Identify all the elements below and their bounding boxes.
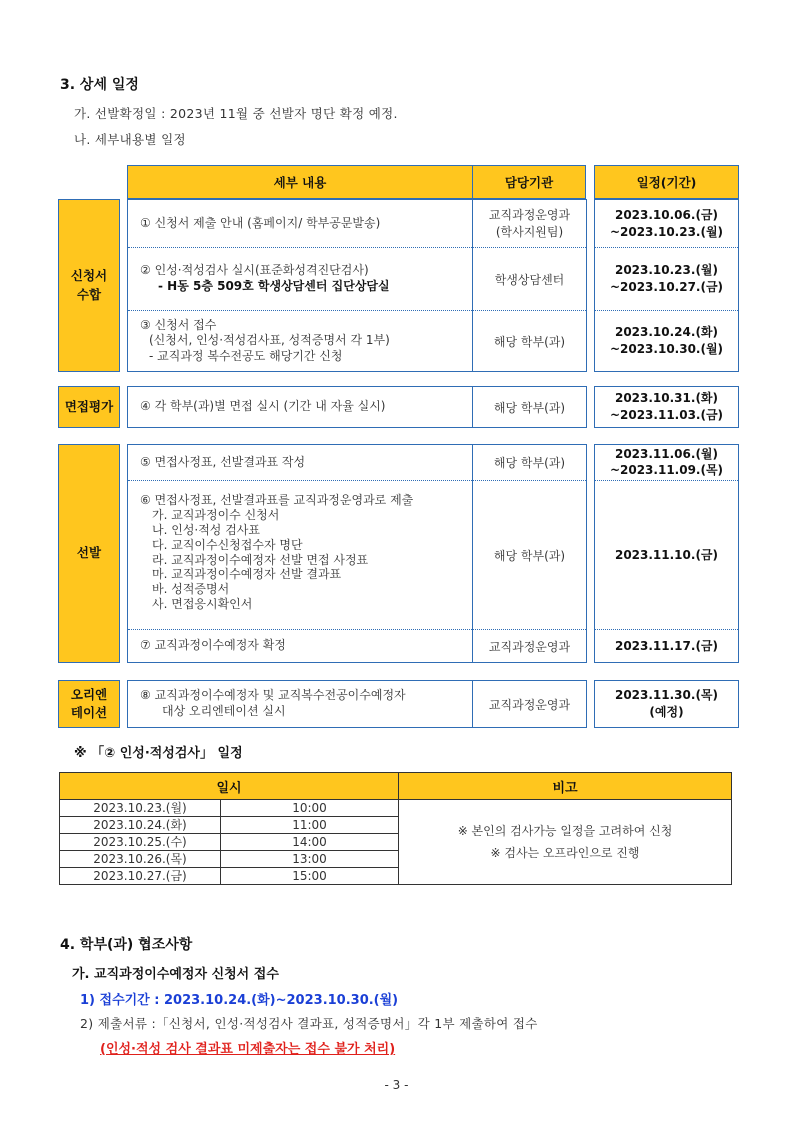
- detail-schedule-line: 나. 세부내용별 일정: [74, 132, 186, 147]
- table-row: 2023.10.26.(목) 13:00: [60, 851, 732, 868]
- group-apply-label: 신청서 수합: [58, 199, 120, 372]
- row-7-agency: 교직과정운영과: [488, 639, 571, 654]
- schedule-row-6: ⑥ 면접사정표, 선발결과표를 교직과정운영과로 제출 가. 교직과정이수 신청서 나. 인성·적성 검사표 다. 교직이수신청접수자 명단 라. 교직과정이수예정자 선발 면접 사정표 마. 교직과정이수예정자 선발 결과표 바. 성적증명서 사. 면접응시확인서: [140, 493, 414, 612]
- row-7-date: 2023.11.17.(금): [614, 638, 719, 653]
- row-5-date: 2023.11.06.(월) ~2023.11.09.(목): [609, 446, 724, 477]
- table-row: 2023.10.25.(수) 14:00: [60, 834, 732, 851]
- row-3-agency: 해당 학부(과): [493, 334, 566, 349]
- row-1-agency: 교직과정운영과 (학사지원팀): [488, 208, 571, 239]
- exam-schedule-table: [59, 772, 732, 885]
- schedule-row-8: ⑧ 교직과정이수예정자 및 교직복수전공이수예정자 대상 오리엔테이션 실시: [140, 688, 406, 718]
- page-number: - 3 -: [384, 1078, 409, 1092]
- row-5-agency: 해당 학부(과): [493, 456, 566, 470]
- schedule-row-5: ⑤ 면접사정표, 선발결과표 작성: [140, 454, 306, 469]
- row-8-agency: 교직과정운영과: [488, 697, 571, 712]
- row-2-agency: 학생상담센터: [494, 272, 565, 287]
- row-6-item: 바. 성적증명서: [152, 582, 230, 597]
- group-interview-label: 면접평가: [58, 386, 120, 428]
- row-6-item: 마. 교직과정이수예정자 선발 결과표: [152, 567, 342, 582]
- header-period: 일정(기간): [594, 165, 739, 199]
- warning-note: (인성·적성 검사 결과표 미제출자는 접수 불가 처리): [100, 1042, 396, 1057]
- exam-header-datetime: 일시: [60, 773, 399, 800]
- row-6-agency: 해당 학부(과): [493, 548, 566, 563]
- schedule-row-7: ⑦ 교직과정이수예정자 확정: [140, 638, 286, 653]
- table-row: 2023.10.24.(화) 11:00: [60, 817, 732, 834]
- schedule-row-2: ② 인성·적성검사 실시(표준화성격진단검사) - H동 5층 509호 학생상담센터 집단상담실: [140, 263, 390, 293]
- row-3-date: 2023.10.24.(화) ~2023.10.30.(월): [609, 325, 724, 356]
- row-6-item: 가. 교직과정이수 신청서: [152, 507, 280, 522]
- row-1-date: 2023.10.06.(금) ~2023.10.23.(월): [609, 207, 724, 239]
- row-6-item: 나. 인성·적성 검사표: [152, 522, 260, 537]
- section-4-sub-ga: 가. 교직과정이수예정자 신청서 접수: [72, 967, 279, 982]
- row-6-date: 2023.11.10.(금): [614, 547, 719, 562]
- table-row: 2023.10.23.(월) 10:00 ※ 본인의 검사가능 일정을 고려하여 신청 ※ 검사는 오프라인으로 진행: [60, 800, 732, 817]
- row-6-item: 다. 교직이수신청접수자 명단: [152, 537, 303, 552]
- row-4-date: 2023.10.31.(화) ~2023.11.03.(금): [609, 391, 724, 422]
- group-orientation-label: 오리엔 테이션: [58, 680, 120, 728]
- section-4-title: 4. 학부(과) 협조사항: [60, 937, 193, 953]
- row-4-agency: 해당 학부(과): [493, 400, 566, 415]
- row-6-item: 라. 교직과정이수예정자 선발 면접 사정표: [152, 552, 369, 567]
- schedule-row-4: ④ 각 학부(과)별 면접 실시 (기간 내 자율 실시): [140, 399, 386, 414]
- schedule-row-1: ① 신청서 제출 안내 (홈페이지/ 학부공문발송): [140, 215, 381, 230]
- required-documents: 2) 제출서류 :「신청서, 인성·적성검사 결과표, 성적증명서」각 1부 제출하여 접수: [80, 1016, 538, 1031]
- section-3-title: 3. 상세 일정: [60, 77, 139, 93]
- application-period: 1) 접수기간 : 2023.10.24.(화)~2023.10.30.(월): [80, 993, 399, 1008]
- table-row: 2023.10.27.(금) 15:00: [60, 868, 732, 885]
- group-select-label: 선발: [58, 444, 120, 663]
- exam-schedule-title: ※ 「② 인성·적성검사」 일정: [74, 746, 243, 761]
- header-detail: 세부 내용: [127, 165, 473, 199]
- row-6-item: 사. 면접응시확인서: [152, 597, 253, 612]
- row-2-date: 2023.10.23.(월) ~2023.10.27.(금): [609, 263, 724, 294]
- header-agency: 담당기관: [472, 165, 586, 199]
- exam-note-cell: ※ 본인의 검사가능 일정을 고려하여 신청 ※ 검사는 오프라인으로 진행: [399, 800, 732, 885]
- selection-date-line: 가. 선발확정일 : 2023년 11월 중 선발자 명단 확정 예정.: [74, 106, 398, 121]
- schedule-row-3: ③ 신청서 접수 (신청서, 인성·적성검사표, 성적증명서 각 1부) - 교직과정 복수전공도 해당기간 신청: [140, 317, 390, 363]
- row-8-date: 2023.11.30.(목) (예정): [614, 688, 719, 719]
- exam-header-note: 비고: [399, 773, 732, 800]
